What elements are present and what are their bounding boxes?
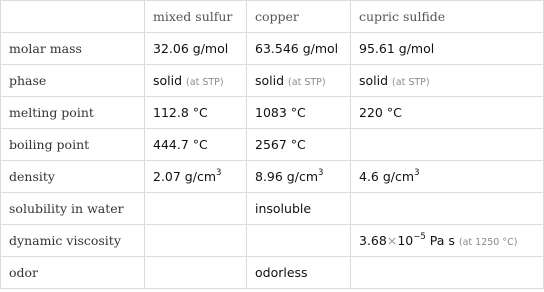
cell-mixed-sulfur-density [145,161,247,193]
row-label: molar mass [1,33,145,65]
cell-copper-molar-mass [247,33,351,65]
row-label: solubility in water [1,193,145,225]
header-row [1,1,544,33]
cell-value: 8.96 g/cm [255,169,319,185]
cell-value: 4.6 g/cm [359,169,415,185]
times-sign: × [386,233,398,249]
cell-mixed-sulfur-solubility [145,193,247,225]
row-label: phase [1,65,145,97]
cell-value: 95.61 g/mol [359,41,435,56]
condition-note: (at STP) [186,77,224,88]
cell-value: 220 °C [359,105,402,120]
row-label: melting point [1,97,145,129]
cell-value: 63.546 g/mol [255,41,339,56]
cell-copper-density [247,161,351,193]
row-label: density [1,161,145,193]
cell-mixed-sulfur-phase [145,65,247,97]
cell-copper-viscosity [247,225,351,257]
cell-value: solid [153,73,183,88]
unit-exponent: 3 [318,167,324,178]
cell-copper-melting-point [247,97,351,129]
row-density [1,161,544,193]
row-melting-point [1,97,544,129]
cell-cupric-sulfide-boiling-point [351,129,544,161]
cell-cupric-sulfide-solubility [351,193,544,225]
column-header-mixed-sulfur: mixed sulfur [145,1,247,33]
column-header-copper: copper [247,1,351,33]
cell-copper-phase [247,65,351,97]
unit-exponent: 3 [414,167,420,178]
cell-cupric-sulfide-odor [351,257,544,289]
row-dynamic-viscosity [1,225,544,257]
row-molar-mass [1,33,544,65]
row-boiling-point [1,129,544,161]
cell-value: 2567 °C [255,137,306,152]
cell-value: 2.07 g/cm [153,169,217,185]
corner-cell [1,1,145,33]
condition-note: (at 1250 °C) [458,237,518,249]
row-solubility-in-water [1,193,544,225]
row-odor [1,257,544,289]
cell-mixed-sulfur-viscosity [145,225,247,257]
cell-copper-solubility [247,193,351,225]
column-header-cupric-sulfide: cupric sulfide [351,1,544,33]
cell-mixed-sulfur-molar-mass [145,33,247,65]
row-label: dynamic viscosity [1,225,145,257]
cell-mixed-sulfur-boiling-point [145,129,247,161]
condition-note: (at STP) [288,77,326,88]
power-base: 10 [397,233,414,249]
cell-value: insoluble [255,201,312,216]
unit: Pa s [425,233,455,249]
row-label: odor [1,257,145,289]
cell-mixed-sulfur-melting-point [145,97,247,129]
cell-cupric-sulfide-viscosity [351,225,544,257]
row-label: boiling point [1,129,145,161]
cell-value: 112.8 °C [153,105,208,120]
cell-value: 32.06 g/mol [153,41,229,56]
cell-cupric-sulfide-molar-mass [351,33,544,65]
cell-cupric-sulfide-melting-point [351,97,544,129]
cell-cupric-sulfide-phase [351,65,544,97]
cell-cupric-sulfide-density [351,161,544,193]
cell-value: solid [359,73,389,88]
condition-note: (at STP) [392,77,430,88]
cell-value: 444.7 °C [153,137,208,152]
cell-copper-odor [247,257,351,289]
cell-value: 1083 °C [255,105,306,120]
row-phase [1,65,544,97]
unit-exponent: 3 [216,167,222,178]
cell-copper-boiling-point [247,129,351,161]
cell-value: 3.68 [359,233,387,249]
cell-mixed-sulfur-odor [145,257,247,289]
power-exponent: −5 [413,231,426,242]
cell-value: odorless [255,265,308,280]
cell-value: solid [255,73,285,88]
